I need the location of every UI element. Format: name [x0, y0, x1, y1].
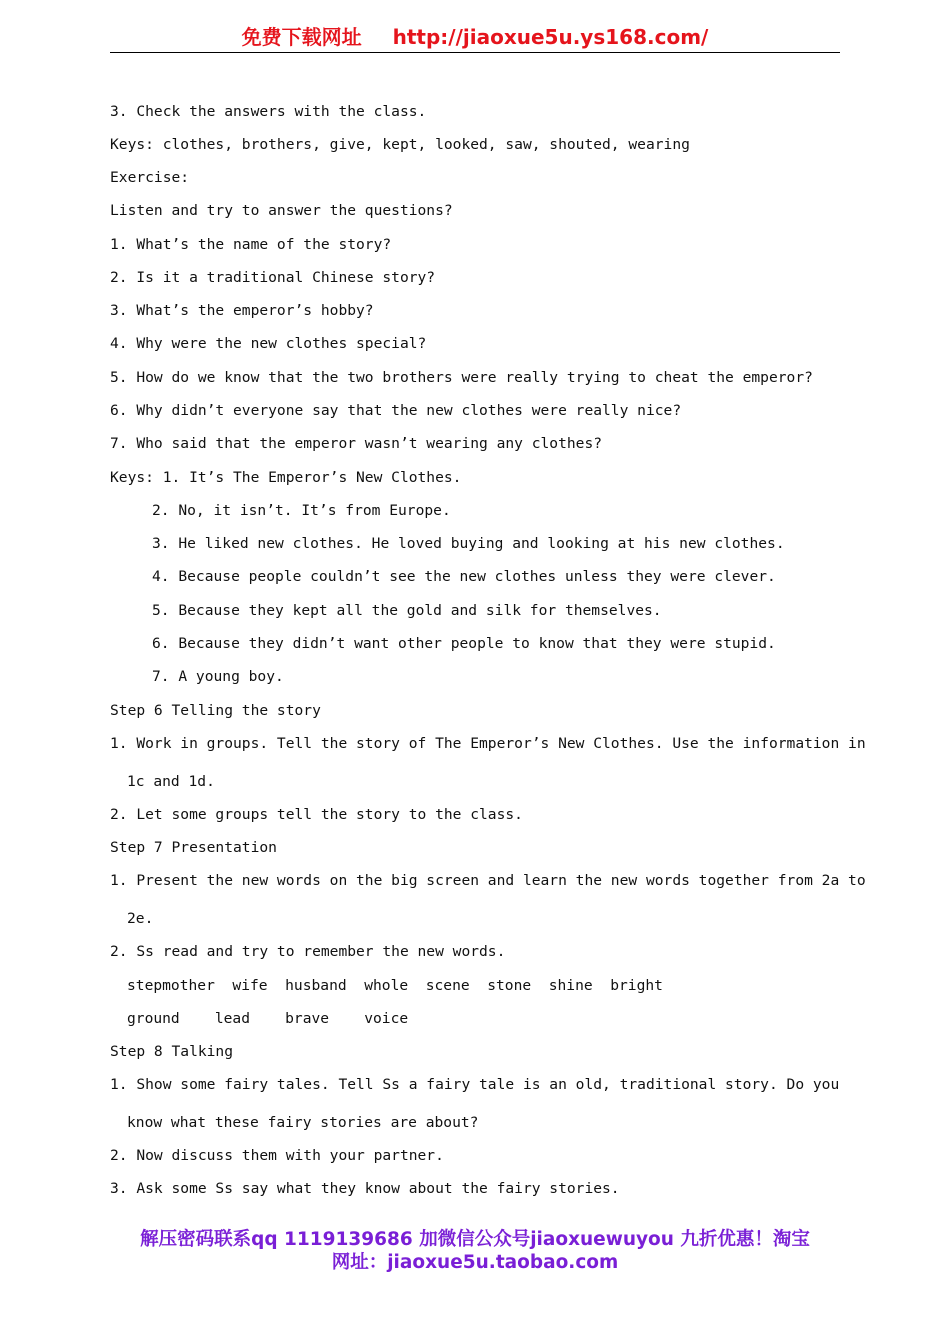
answer-line: 3. He liked new clothes. He loved buying and looking at his new clothes. [152, 535, 785, 552]
text-line: Exercise: [110, 169, 190, 186]
answer-line: 2. No, it isn’t. It’s from Europe. [152, 502, 451, 519]
text-line: 6. Why didn’t everyone say that the new clothes were really nice? [110, 402, 682, 419]
text-line: 3. What’s the emperor’s hobby? [110, 302, 374, 319]
text-line: 5. How do we know that the two brothers were really trying to cheat the emperor? [110, 369, 813, 386]
text-line: Step 8 Talking [110, 1043, 234, 1060]
footer-contact-line: 解压密码联系qq 1119139686 加微信公众号jiaoxuewuyou 九折优惠！淘宝 [140, 1229, 810, 1250]
answer-line: 7. A young boy. [152, 668, 284, 685]
text-line: 7. Who said that the emperor wasn’t wearing any clothes? [110, 435, 603, 452]
text-line: 1. Present the new words on the big screen and learn the new words together from 2a to [110, 872, 866, 889]
text-line: 1. Work in groups. Tell the story of The Emperor’s New Clothes. Use the information in [110, 735, 866, 752]
text-line: 2. Now discuss them with your partner. [110, 1147, 444, 1164]
text-line: know what these fairy stories are about? [127, 1114, 479, 1131]
text-line: 2e. [127, 910, 154, 927]
text-line: 1. Show some fairy tales. Tell Ss a fairy tale is an old, traditional story. Do you [110, 1076, 840, 1093]
text-line: Step 6 Telling the story [110, 702, 321, 719]
document-body [110, 100, 866, 1197]
answer-line: 4. Because people couldn’t see the new clothes unless they were clever. [152, 568, 776, 585]
text-line: Keys: clothes, brothers, give, kept, looked, saw, shouted, wearing [110, 136, 690, 153]
footer-shop-url[interactable]: 网址：jiaoxue5u.taobao.com [331, 1252, 619, 1273]
header-site-label: 免费下载网址 [241, 25, 362, 49]
text-line: 2. Let some groups tell the story to the class. [110, 806, 523, 823]
page-footer [110, 1228, 840, 1274]
word-list: stepmother wife husband whole scene stone shine bright [127, 977, 663, 994]
page-header [110, 22, 840, 53]
text-line: Listen and try to answer the questions? [110, 202, 453, 219]
text-line: 3. Check the answers with the class. [110, 103, 427, 120]
text-line: 1c and 1d. [127, 773, 215, 790]
text-line: Keys: 1. It’s The Emperor’s New Clothes. [110, 469, 462, 486]
text-line: 4. Why were the new clothes special? [110, 335, 427, 352]
text-line: Step 7 Presentation [110, 839, 277, 856]
word-list: ground lead brave voice [127, 1010, 409, 1027]
text-line: 2. Is it a traditional Chinese story? [110, 269, 436, 286]
answer-line: 6. Because they didn’t want other people to know that they were stupid. [152, 635, 776, 652]
text-line: 2. Ss read and try to remember the new words. [110, 943, 506, 960]
answer-line: 5. Because they kept all the gold and silk for themselves. [152, 602, 662, 619]
header-site-url[interactable]: http://jiaoxue5u.ys168.com/ [392, 25, 709, 49]
text-line: 3. Ask some Ss say what they know about the fairy stories. [110, 1180, 620, 1197]
text-line: 1. What’s the name of the story? [110, 236, 392, 253]
